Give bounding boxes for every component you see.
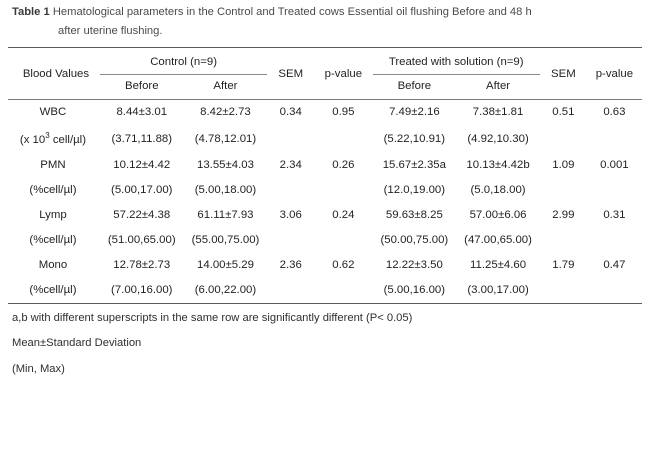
cell-control-after: 14.00±5.29 <box>196 259 254 272</box>
cell-treated-after: 7.38±1.81 <box>472 106 524 119</box>
cell-treated-after: (47.00,65.00) <box>464 234 532 247</box>
cell-pvalue-control: 0.95 <box>332 106 355 119</box>
cell-sem-control <box>267 178 314 203</box>
header-control-after: After <box>213 79 238 92</box>
cell-pvalue-control: 0.62 <box>332 259 355 272</box>
cell-control-after: (4.78,12.01) <box>194 132 257 145</box>
cell-treated-before: (5.00,16.00) <box>383 284 446 297</box>
cell-treated-before: (50.00,75.00) <box>380 234 449 247</box>
cell-control-before: 57.22±4.38 <box>113 209 171 222</box>
caption-line1: Hematological parameters in the Control and Treated cows Essential oil flushing Before and 48 h <box>52 6 532 18</box>
cell-pvalue-treated <box>587 178 642 203</box>
row-label: Lymp <box>39 209 67 222</box>
cell-control-before: 10.12±4.42 <box>113 159 171 172</box>
cell-control-after: (5.00,18.00) <box>194 184 257 197</box>
row-label-units: (%cell/µl) <box>29 284 77 297</box>
table-footnotes <box>8 304 642 378</box>
cell-pvalue-control <box>314 178 372 203</box>
table-row <box>8 178 642 203</box>
table-row <box>8 203 642 228</box>
cell-sem-treated: 1.79 <box>552 259 575 272</box>
cell-sem-control: 2.34 <box>279 159 302 172</box>
table-caption <box>8 0 642 41</box>
table-header-row-groups <box>8 48 642 75</box>
cell-treated-after: (5.0,18.00) <box>470 184 526 197</box>
cell-sem-treated <box>540 278 587 304</box>
cell-pvalue-treated: 0.47 <box>603 259 626 272</box>
hematological-parameters-table <box>8 47 642 304</box>
cell-pvalue-treated: 0.63 <box>603 106 626 119</box>
cell-sem-control <box>267 278 314 304</box>
header-pvalue-control: p-value <box>324 68 363 81</box>
table-row <box>8 153 642 178</box>
row-label: WBC <box>39 106 67 119</box>
cell-control-before: 12.78±2.73 <box>113 259 171 272</box>
cell-control-after: (55.00,75.00) <box>191 234 260 247</box>
footnote-superscripts: a,b with different superscripts in the same row are significantly different (P< 0.05) <box>12 311 413 324</box>
row-label-units: (%cell/µl) <box>29 234 77 247</box>
row-label: Mono <box>38 259 68 272</box>
header-sem-control: SEM <box>278 68 304 81</box>
cell-pvalue-treated: 0.31 <box>603 209 626 222</box>
header-treated-after: After <box>486 79 511 92</box>
header-blood-values: Blood Values <box>22 68 90 81</box>
caption-label: Table 1 <box>12 6 50 18</box>
cell-sem-treated: 2.99 <box>552 209 575 222</box>
cell-sem-treated <box>540 125 587 153</box>
cell-sem-control: 3.06 <box>279 209 302 222</box>
header-treated-group: Treated with solution (n=9) <box>373 48 540 75</box>
cell-control-before: 8.44±3.01 <box>116 106 168 119</box>
footnote-min-max: (Min, Max) <box>12 363 65 376</box>
cell-treated-after: (3.00,17.00) <box>467 284 529 297</box>
header-control-group: Control (n=9) <box>100 48 267 75</box>
table-row <box>8 278 642 304</box>
cell-pvalue-treated <box>587 278 642 304</box>
cell-control-after: 8.42±2.73 <box>200 106 251 119</box>
header-control-before: Before <box>124 79 159 92</box>
cell-control-before: (5.00,17.00) <box>111 184 173 197</box>
cell-pvalue-control <box>314 228 372 253</box>
cell-pvalue-treated <box>587 228 642 253</box>
footnote-mean-sd: Mean±Standard Deviation <box>12 337 142 350</box>
cell-treated-before: (5.22,10.91) <box>383 132 446 145</box>
cell-pvalue-control: 0.24 <box>332 209 355 222</box>
cell-control-after: (6.00,22.00) <box>194 284 257 297</box>
cell-treated-after: 57.00±6.06 <box>469 209 527 222</box>
cell-treated-before: 12.22±3.50 <box>385 259 443 272</box>
cell-sem-control <box>267 125 314 153</box>
cell-pvalue-treated <box>587 125 642 153</box>
row-label-units <box>8 125 100 153</box>
table-row <box>8 228 642 253</box>
cell-pvalue-control: 0.26 <box>332 159 355 172</box>
cell-pvalue-treated: 0.001 <box>600 159 629 172</box>
cell-sem-control: 2.36 <box>279 259 302 272</box>
cell-sem-treated: 1.09 <box>552 159 575 172</box>
cell-treated-after: (4.92,10.30) <box>467 132 529 145</box>
cell-pvalue-control <box>314 125 372 153</box>
header-treated-before: Before <box>397 79 432 92</box>
cell-treated-before: (12.0,19.00) <box>383 184 446 197</box>
cell-sem-treated: 0.51 <box>552 106 575 119</box>
row-label: PMN <box>40 159 66 172</box>
cell-sem-control <box>267 228 314 253</box>
cell-sem-treated <box>540 228 587 253</box>
cell-control-after: 13.55±4.03 <box>196 159 254 172</box>
cell-sem-control: 0.34 <box>279 106 302 119</box>
cell-treated-before: 15.67±2.35a <box>382 159 446 172</box>
table-row <box>8 253 642 278</box>
header-pvalue-treated: p-value <box>595 68 634 81</box>
row-label-units: (%cell/µl) <box>29 184 77 197</box>
cell-control-before: (7.00,16.00) <box>111 284 173 297</box>
cell-treated-before: 7.49±2.16 <box>389 106 440 119</box>
cell-treated-after: 10.13±4.42b <box>466 159 530 172</box>
cell-treated-after: 11.25±4.60 <box>470 259 527 272</box>
cell-treated-before: 59.63±8.25 <box>385 209 443 222</box>
cell-control-after: 61.11±7.93 <box>197 209 254 222</box>
cell-pvalue-control <box>314 278 372 304</box>
header-sem-treated: SEM <box>551 68 576 81</box>
cell-sem-treated <box>540 178 587 203</box>
cell-control-before: (51.00,65.00) <box>107 234 176 247</box>
row-label-superscript: 3 <box>45 131 50 141</box>
row-label-prefix: (x 10 <box>19 134 46 147</box>
table-row <box>8 100 642 125</box>
row-label-suffix: cell/µl) <box>49 134 86 147</box>
cell-control-before: (3.71,11.88) <box>111 132 173 145</box>
caption-line2: after uterine flushing. <box>58 25 163 38</box>
table-row <box>8 125 642 153</box>
